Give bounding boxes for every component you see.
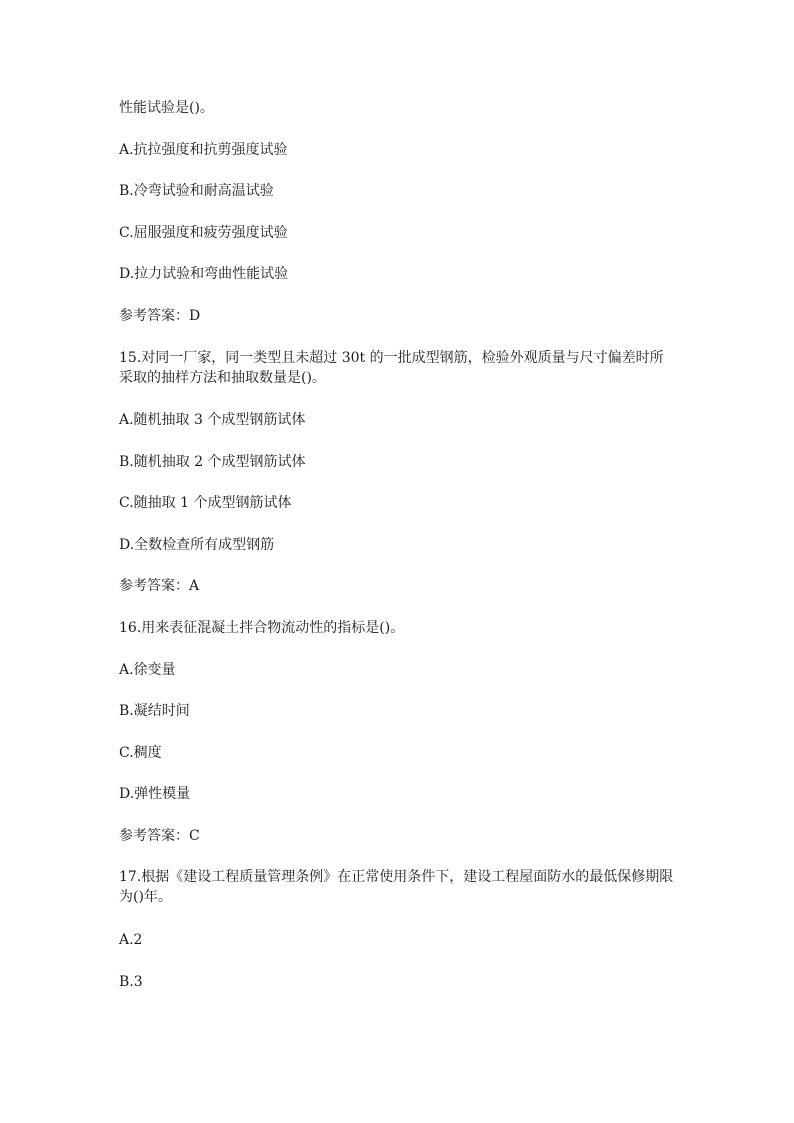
question-14-stem-tail: 性能试验是()。 xyxy=(119,100,214,116)
question-17-option-b: B.3 xyxy=(119,974,143,990)
question-16-option-c: C.稠度 xyxy=(119,745,162,761)
question-16-option-d: D.弹性模量 xyxy=(119,786,191,802)
question-14-option-b: B.冷弯试验和耐高温试验 xyxy=(119,183,274,199)
question-17-option-a: A.2 xyxy=(119,932,143,948)
question-14-answer: 参考答案：D xyxy=(119,308,201,324)
question-16-option-a: A.徐变量 xyxy=(119,662,176,678)
question-14-option-d: D.拉力试验和弯曲性能试验 xyxy=(119,266,289,282)
question-14-option-a: A.抗拉强度和抗剪强度试验 xyxy=(119,142,288,158)
question-15-option-d: D.全数检查所有成型钢筋 xyxy=(119,537,275,553)
question-15-stem: 15.对同一厂家，同一类型且未超过 30t 的一批成型钢筋，检验外观质量与尺寸偏差时所采取的抽样方法和抽取数量是()。 xyxy=(119,350,664,386)
question-17-stem: 17.根据《建设工程质量管理条例》在正常使用条件下，建设工程屋面防水的最低保修期限为()年。 xyxy=(119,869,674,905)
question-16-option-b: B.凝结时间 xyxy=(119,703,190,719)
question-15-option-b: B.随机抽取 2 个成型钢筋试体 xyxy=(119,454,306,470)
question-14-option-c: C.屈服强度和疲劳强度试验 xyxy=(119,225,288,241)
question-15-option-a: A.随机抽取 3 个成型钢筋试体 xyxy=(119,412,306,428)
question-15-answer: 参考答案：A xyxy=(119,578,200,594)
question-16-answer: 参考答案：C xyxy=(119,828,200,844)
question-15-option-c: C.随抽取 1 个成型钢筋试体 xyxy=(119,495,292,511)
question-16-stem: 16.用来表征混凝土拌合物流动性的指标是()。 xyxy=(119,620,405,636)
